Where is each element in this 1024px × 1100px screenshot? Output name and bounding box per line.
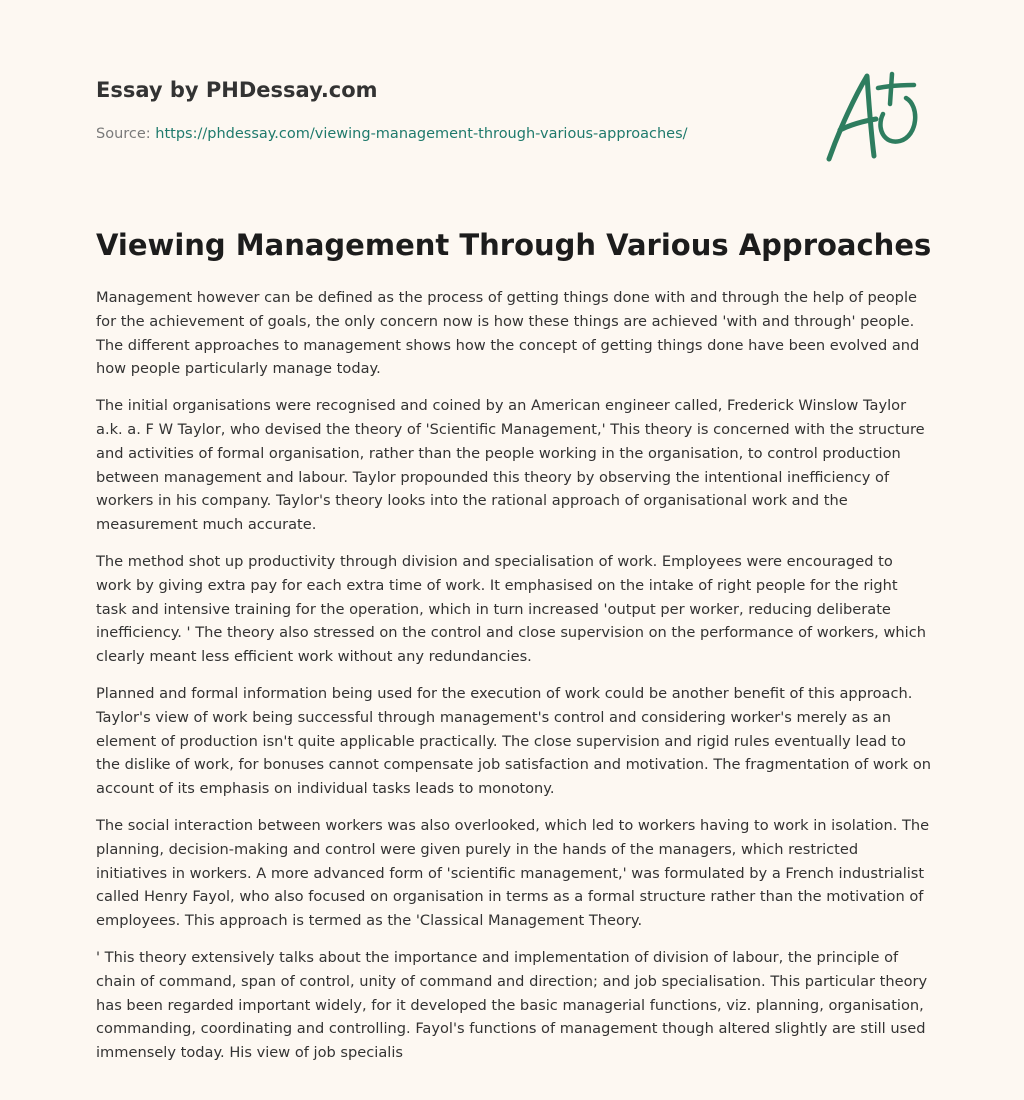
a-plus-logo bbox=[820, 66, 930, 166]
source-label: Source: bbox=[96, 126, 156, 142]
site-brand: Essay by PHDessay.com bbox=[96, 78, 378, 102]
essay-paragraph: Planned and formal information being used for the execution of work could be another benefit of this approach. Taylor's view of work being successful through management's control and considering worker's merely as an element of production isn't quite applicable practically. The close supervision and rigid rules eventually lead to the dislike of work, for bonuses cannot compensate job satisfaction and motivation. The fragmentation of work on account of its emphasis on individual tasks leads to monotony. bbox=[96, 684, 931, 798]
essay-paragraph: The initial organisations were recognised and coined by an American engineer called, Frederick Winslow Taylor a.k. a. F W Taylor, who devised the theory of 'Scientific Management,' This theory is concerned with the structure and activities of formal organisation, rather than the people working in the organisation, to control production between management and labour. Taylor propounded this theory by observing the intentional inefficiency of workers in his company. Taylor's theory looks into the rational approach of organisational work and the measurement much accurate. bbox=[96, 397, 925, 534]
source-line bbox=[96, 124, 796, 144]
source-link[interactable]: https://phdessay.com/viewing-management-through-various-approaches/ bbox=[155, 126, 688, 142]
essay-body bbox=[96, 286, 932, 1078]
essay-paragraph: ' This theory extensively talks about the importance and implementation of division of labour, the principle of chain of command, span of control, unity of command and direction; and job specialisation. This particular theory has been regarded important widely, for it developed the basic managerial functions, viz. planning, organisation, commanding, coordinating and controlling. Fayol's functions of management though altered slightly are still used immensely today. His view of job specialis bbox=[96, 948, 928, 1062]
essay-title: Viewing Management Through Various Approaches bbox=[96, 228, 932, 262]
essay-paragraph: The social interaction between workers was also overlooked, which led to workers having to work in isolation. The planning, decision-making and control were given purely in the hands of the managers, which restricted initiatives in workers. A more advanced form of 'scientific management,' was formulated by a French industrialist called Henry Fayol, who also focused on organisation in terms as a formal structure rather than the motivation of employees. This approach is termed as the 'Classical Management Theory. bbox=[96, 816, 930, 930]
essay-paragraph: The method shot up productivity through division and specialisation of work. Employees were encouraged to work by giving extra pay for each extra time of work. It emphasised on the intake of right people for the right task and intensive training for the operation, which in turn increased 'output per worker, reducing deliberate inefficiency. ' The theory also stressed on the control and close supervision on the performance of workers, which clearly meant less efficient work without any redundancies. bbox=[96, 552, 926, 666]
essay-header bbox=[96, 76, 796, 144]
essay-paragraph: Management however can be defined as the process of getting things done with and through the help of people for the achievement of goals, the only concern now is how these things are achieved 'with and through' people. The different approaches to management shows how the concept of getting things done have been evolved and how people particularly manage today. bbox=[96, 289, 920, 378]
